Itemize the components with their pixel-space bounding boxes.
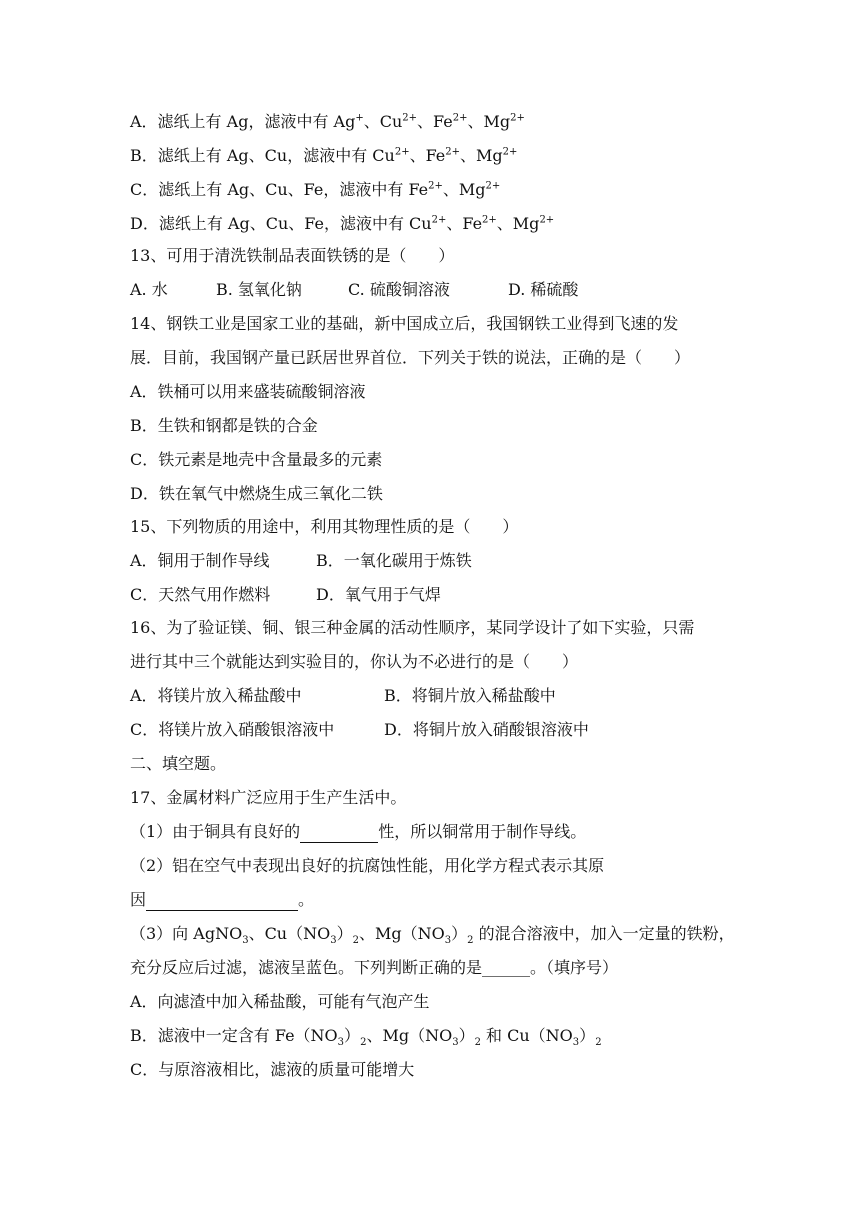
superscript: 2+ (428, 180, 443, 192)
q15-option-a: A．铜用于制作导线 (130, 551, 270, 570)
q13-option-b: B. 氢氧化钠 (216, 280, 302, 299)
text: 性，所以铜常用于制作导线。 (378, 822, 587, 841)
text: B．滤液中一定含有 Fe（NO (130, 1026, 338, 1045)
text: 、Mg（NO (359, 924, 445, 943)
text: A．滤纸上有 Ag，滤液中有 Ag (130, 112, 356, 131)
q13-option-c: C. 硫酸铜溶液 (348, 280, 450, 299)
text: 、Mg（NO (366, 1026, 453, 1045)
q13-option-a: A. 水 (130, 280, 168, 299)
text: 、Mg (442, 180, 486, 199)
q17-option-b (130, 1025, 602, 1047)
q14-option-b: B．生铁和钢都是铁的合金 (130, 416, 318, 435)
text: 。（填序号） (530, 958, 619, 977)
q16-stem-line-2: 进行其中三个就能达到实验目的，你认为不必进行的是（ ） (130, 652, 579, 671)
text: 、Cu (363, 112, 403, 131)
q14-option-a: A．铁桶可以用来盛装硫酸铜溶液 (130, 382, 366, 401)
text: C．滤纸上有 Ag、Cu、Fe，滤液中有 Fe (130, 180, 429, 199)
q17-part-2-line-2 (130, 889, 314, 911)
text: ） (451, 924, 468, 943)
text: 充分反应后过滤，滤液呈蓝色。下列判断正确的是 (130, 958, 483, 977)
subscript: 3 (242, 935, 249, 947)
superscript: 2+ (431, 214, 447, 226)
subscript: 3 (337, 1037, 345, 1049)
text: ） (344, 1026, 361, 1045)
text: 、Fe (409, 146, 446, 165)
q12-option-c (130, 179, 500, 201)
text: D．滤纸上有 Ag、Cu、Fe，滤液中有 Cu (130, 214, 432, 233)
text: 因 (130, 890, 147, 909)
text: 、Mg (467, 112, 511, 131)
superscript: 2+ (510, 112, 525, 124)
text: ） (458, 1026, 475, 1045)
subscript: 2 (595, 1037, 602, 1049)
text: （1）由于铜具有良好的 (130, 822, 301, 841)
q12-option-a (130, 111, 525, 133)
superscript: 2+ (502, 146, 518, 158)
subscript: 3 (572, 1037, 580, 1049)
q16-option-c: C．将镁片放入硝酸银溶液中 (130, 720, 335, 739)
q13-option-d: D. 稀硫酸 (508, 280, 579, 299)
superscript: 2+ (482, 214, 497, 226)
q13-stem: 13、可用于清洗铁制品表面铁锈的是（ ） (130, 246, 455, 265)
q17-stem: 17、金属材料广泛应用于生产生活中。 (130, 788, 407, 807)
text: B．滤纸上有 Ag、Cu，滤液中有 Cu (130, 146, 395, 165)
q15-options-row-1 (130, 550, 472, 572)
q16-option-d: D．将铜片放入硝酸银溶液中 (384, 720, 589, 739)
q16-option-a: A．将镁片放入稀盐酸中 (130, 686, 302, 705)
superscript: 2+ (402, 112, 418, 124)
section-heading: 二、填空题。 (130, 754, 227, 773)
q14-option-c: C．铁元素是地壳中含量最多的元素 (130, 450, 383, 469)
superscript: + (355, 112, 364, 124)
text: ） (579, 1026, 596, 1045)
text: 。 (298, 890, 315, 909)
q14-stem-line-2: 展．目前，我国钢产量已跃居世界首位．下列关于铁的说法，正确的是（ ） (130, 348, 691, 367)
q17-part-2-line-1: （2）铝在空气中表现出良好的抗腐蚀性能，用化学方程式表示其原 (130, 856, 605, 875)
q17-part-3-line-1 (130, 923, 735, 945)
q12-option-d (130, 213, 554, 235)
answer-blank[interactable]: ______ (482, 958, 531, 977)
text: 、Cu（NO (248, 924, 331, 943)
q15-options-row-2 (130, 584, 441, 606)
q16-options-row-2 (130, 719, 589, 741)
superscript: 2+ (539, 214, 555, 226)
text: 和 Cu（NO (480, 1026, 573, 1045)
q15-option-d: D．氧气用于气焊 (316, 585, 441, 604)
q16-option-b: B．将铜片放入稀盐酸中 (384, 686, 556, 705)
subscript: 3 (444, 935, 452, 947)
q14-option-d: D．铁在氧气中燃烧生成三氧化二铁 (130, 484, 383, 503)
subscript: 2 (474, 1037, 481, 1049)
subscript: 2 (352, 935, 359, 947)
subscript: 3 (452, 1037, 459, 1049)
text: 、Fe (417, 112, 453, 131)
q13-options (130, 279, 578, 301)
q16-options-row-1 (130, 685, 556, 707)
superscript: 2+ (394, 146, 410, 158)
text: 、Fe (446, 214, 483, 233)
text: 的混合溶液中，加入一定量的铁粉， (473, 924, 735, 943)
text: 、Mg (496, 214, 540, 233)
text: （3）向 AgNO (130, 924, 243, 943)
subscript: 2 (360, 1037, 367, 1049)
q17-option-c: C．与原溶液相比，滤液的质量可能增大 (130, 1060, 415, 1079)
answer-blank[interactable] (146, 892, 298, 911)
q15-option-c: C．天然气用作燃料 (130, 585, 271, 604)
subscript: 2 (467, 935, 474, 947)
text: ） (336, 924, 353, 943)
superscript: 2+ (452, 112, 468, 124)
superscript: 2+ (445, 146, 461, 158)
q16-stem-line-1: 16、为了验证镁、铜、银三种金属的活动性顺序，某同学设计了如下实验，只需 (130, 618, 695, 637)
q17-option-a: A．向滤渣中加入稀盐酸，可能有气泡产生 (130, 992, 430, 1011)
subscript: 3 (330, 935, 337, 947)
q15-stem: 15、下列物质的用途中，利用其物理性质的是（ ） (130, 517, 519, 536)
q15-option-b: B．一氧化碳用于炼铁 (316, 551, 472, 570)
q12-option-b (130, 145, 517, 167)
q14-stem-line-1: 14、钢铁工业是国家工业的基础，新中国成立后，我国钢铁工业得到飞速的发 (130, 314, 679, 333)
answer-blank[interactable] (300, 824, 378, 843)
superscript: 2+ (485, 180, 501, 192)
q17-part-3-line-2 (130, 957, 618, 979)
text: 、Mg (460, 146, 503, 165)
q17-part-1 (130, 821, 586, 843)
